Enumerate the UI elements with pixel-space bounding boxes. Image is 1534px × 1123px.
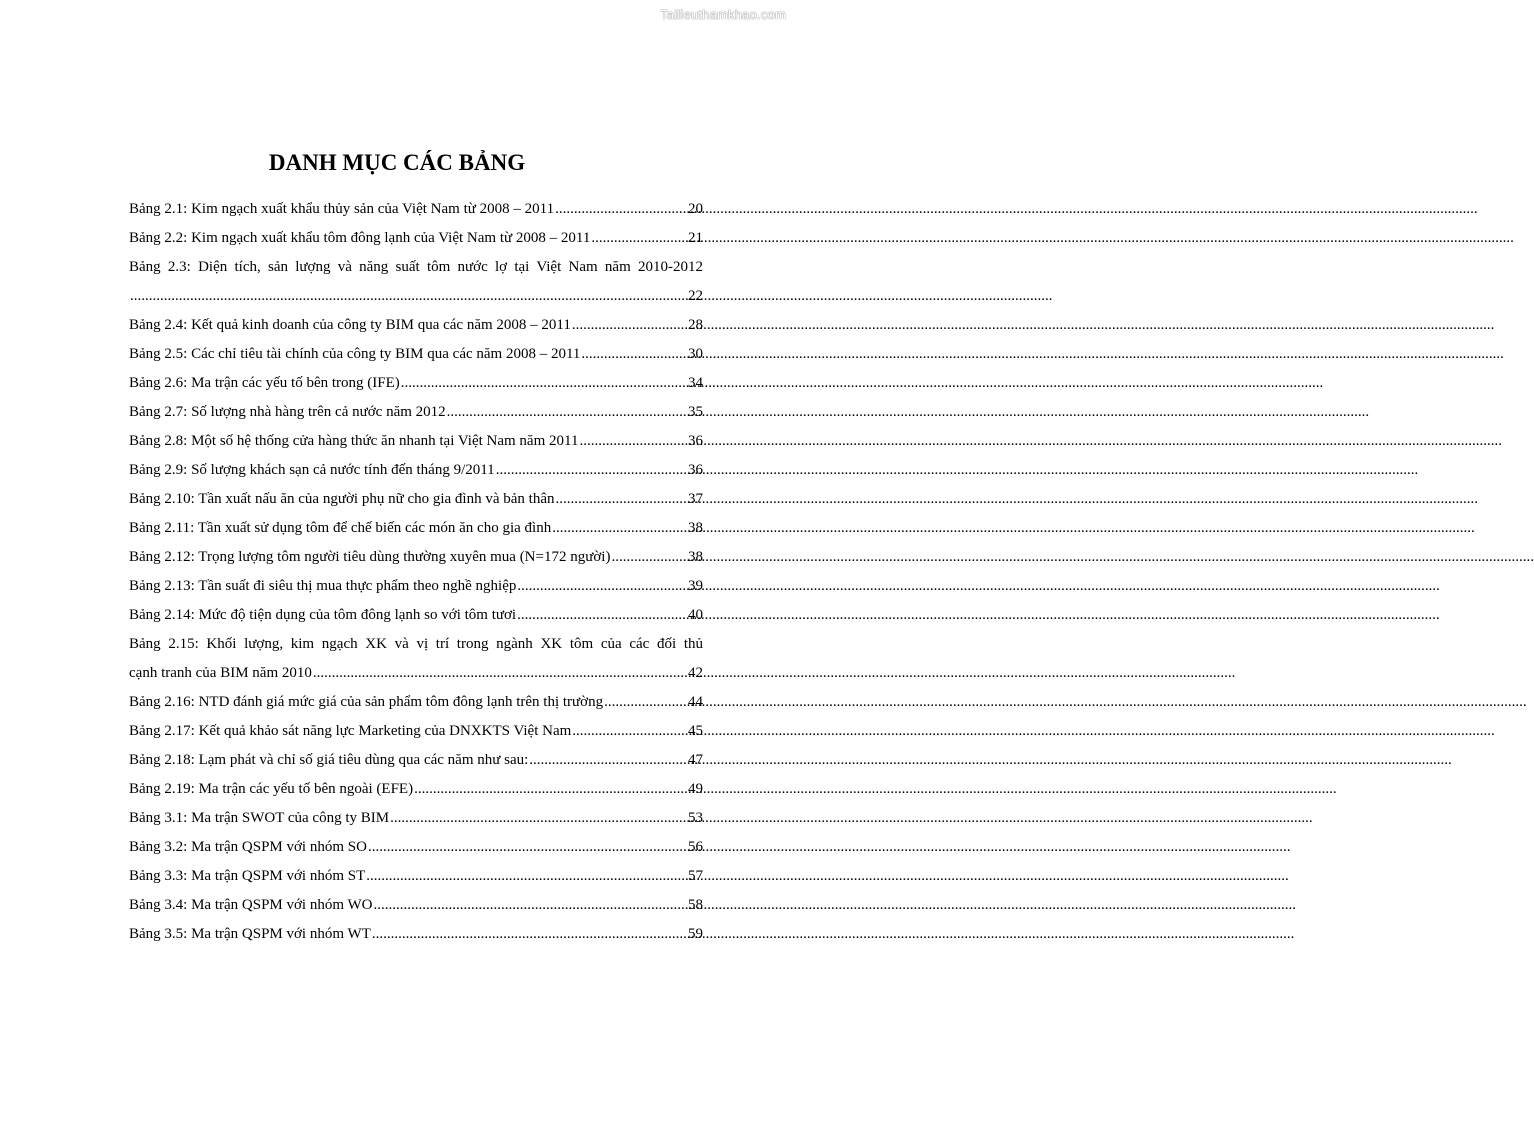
toc-entry[interactable] [129,340,703,369]
toc-entry[interactable] [129,891,703,920]
toc-entry-page: 38 [688,520,703,536]
dot-leader [556,485,688,514]
toc-entry[interactable] [129,601,703,630]
toc-entry-page: 22 [688,288,703,304]
toc-entry-page: 36 [688,433,703,449]
toc-entry[interactable] [129,456,703,485]
dot-leader [552,514,687,543]
toc-entry[interactable] [129,862,703,891]
toc-entry-page: 45 [688,723,703,739]
dot-leader [591,224,687,253]
toc-entry[interactable] [129,195,703,224]
toc-entry[interactable] [129,224,703,253]
dot-leader [372,920,687,949]
toc-entry-page: 40 [688,607,703,623]
toc-entry-page: 20 [688,201,703,217]
toc-entry-page: 37 [688,491,703,507]
dot-leader [579,427,687,456]
toc-entry-label: Bảng 3.4: Ma trận QSPM với nhóm WO [129,897,373,913]
toc-entry-page: 36 [688,462,703,478]
toc-entry[interactable] [129,514,703,543]
toc-entry-label: Bảng 3.2: Ma trận QSPM với nhóm SO [129,839,367,855]
toc-entry-label: Bảng 2.11: Tần xuất sử dụng tôm để chế biến các món ăn cho gia đình [129,520,552,536]
toc-entry-label: Bảng 2.7: Số lượng nhà hàng trên cả nước năm 2012 [129,404,446,420]
dot-leader [368,833,687,862]
toc-entry-label: Bảng 2.9: Số lượng khách sạn cả nước tính đến tháng 9/2011 [129,462,495,478]
toc-entry-page: 59 [688,926,703,942]
toc-entry-label: Bảng 3.1: Ma trận SWOT của công ty BIM [129,810,390,826]
toc-entry-page: 47 [688,752,703,768]
toc-entry-label: Bảng 2.10: Tần xuất nấu ăn của người phụ nữ cho gia đình và bản thân [129,491,555,507]
toc-entry[interactable] [129,543,703,572]
toc-entry-label: Bảng 2.18: Lạm phát và chỉ số giá tiêu dùng qua các năm như sau: [129,752,529,768]
toc-entry-label: Bảng 2.2: Kim ngạch xuất khẩu tôm đông lạnh của Việt Nam từ 2008 – 2011 [129,230,591,246]
page-title: DANH MỤC CÁC BẢNG [268,150,526,175]
toc-entry-page: 34 [688,375,703,391]
toc-entry[interactable] [129,485,703,514]
dot-leader [581,340,687,369]
toc-entry[interactable] [129,804,703,833]
dot-leader [611,543,687,572]
dot-leader [572,717,687,746]
dot-leader [374,891,688,920]
toc-entry-label: Bảng 2.14: Mức độ tiện dụng của tôm đông lạnh so với tôm tươi [129,607,517,623]
toc-entry[interactable] [129,427,703,456]
toc-entry-page: 53 [688,810,703,826]
toc-entry-label: Bảng 2.13: Tần suất đi siêu thị mua thực phẩm theo nghề nghiệp [129,578,517,594]
dot-leader [313,659,687,688]
toc-entry-label: Bảng 3.5: Ma trận QSPM với nhóm WT [129,926,371,942]
toc-entry-label: Bảng 2.17: Kết quả khảo sát năng lực Marketing của DNXKTS Việt Nam [129,723,572,739]
toc-entry-label: Bảng 2.12: Trọng lượng tôm người tiêu dùng thường xuyên mua (N=172 người) [129,549,611,565]
toc-entry-label: Bảng 2.1: Kim ngạch xuất khẩu thủy sản của Việt Nam từ 2008 – 2011 [129,201,555,217]
toc-entry-page: 58 [688,897,703,913]
toc-entry-label: Bảng 2.5: Các chỉ tiêu tài chính của công ty BIM qua các năm 2008 – 2011 [129,346,581,362]
toc-entry[interactable] [129,920,703,949]
dot-leader [517,601,687,630]
toc-entry[interactable] [129,398,703,427]
toc-entry-label: Bảng 2.8: Một số hệ thống cửa hàng thức ăn nhanh tại Việt Nam năm 2011 [129,433,579,449]
toc-entry-page: 21 [688,230,703,246]
toc-entry-label: Bảng 2.15: Khối lượng, kim ngạch XK và vị trí trong ngành XK tôm của các đối thủ [129,636,703,652]
toc-entry[interactable] [129,630,703,688]
toc-entry-label: Bảng 2.4: Kết quả kinh doanh của công ty BIM qua các năm 2008 – 2011 [129,317,571,333]
toc-entry-page: 57 [688,868,703,884]
dot-leader [414,775,687,804]
toc-entry-page: 56 [688,839,703,855]
toc-entry[interactable] [129,833,703,862]
dot-leader [447,398,687,427]
dot-leader [529,746,687,775]
toc-entry-page: 44 [688,694,703,710]
toc-entry[interactable] [129,253,703,311]
dot-leader [496,456,687,485]
toc-entry-page: 42 [688,665,703,681]
dot-leader [572,311,687,340]
toc-entry-label: Bảng 2.6: Ma trận các yếu tố bên trong (IFE) [129,375,400,391]
toc-entry[interactable] [129,572,703,601]
toc-entry-page: 35 [688,404,703,420]
dot-leader [401,369,687,398]
dot-leader [517,572,687,601]
toc-entry-page: 28 [688,317,703,333]
toc-entry[interactable] [129,717,703,746]
dot-leader [604,688,687,717]
toc-entry-label-continued: cạnh tranh của BIM năm 2010 [129,665,312,681]
toc-entry[interactable] [129,311,703,340]
dot-leader [555,195,687,224]
toc-entry-label: Bảng 2.19: Ma trận các yếu tố bên ngoài (EFE) [129,781,414,797]
toc-entry-page: 30 [688,346,703,362]
toc-entry[interactable] [129,775,703,804]
toc-entry[interactable] [129,746,703,775]
toc-entry[interactable] [129,688,703,717]
dot-leader [390,804,687,833]
dot-leader [130,282,687,311]
toc-entry-page: 49 [688,781,703,797]
dot-leader [366,862,687,891]
toc-entry-label: Bảng 2.3: Diện tích, sản lượng và năng suất tôm nước lợ tại Việt Nam năm 2010-2012 [129,259,703,275]
toc-entry-page: 38 [688,549,703,565]
toc-entry[interactable] [129,369,703,398]
toc-entry-page: 39 [688,578,703,594]
toc-entry-label: Bảng 3.3: Ma trận QSPM với nhóm ST [129,868,366,884]
table-of-contents [129,195,703,949]
toc-entry-label: Bảng 2.16: NTD đánh giá mức giá của sản phẩm tôm đông lạnh trên thị trường [129,694,604,710]
watermark: Tailieuthamkhao.com [660,7,786,22]
